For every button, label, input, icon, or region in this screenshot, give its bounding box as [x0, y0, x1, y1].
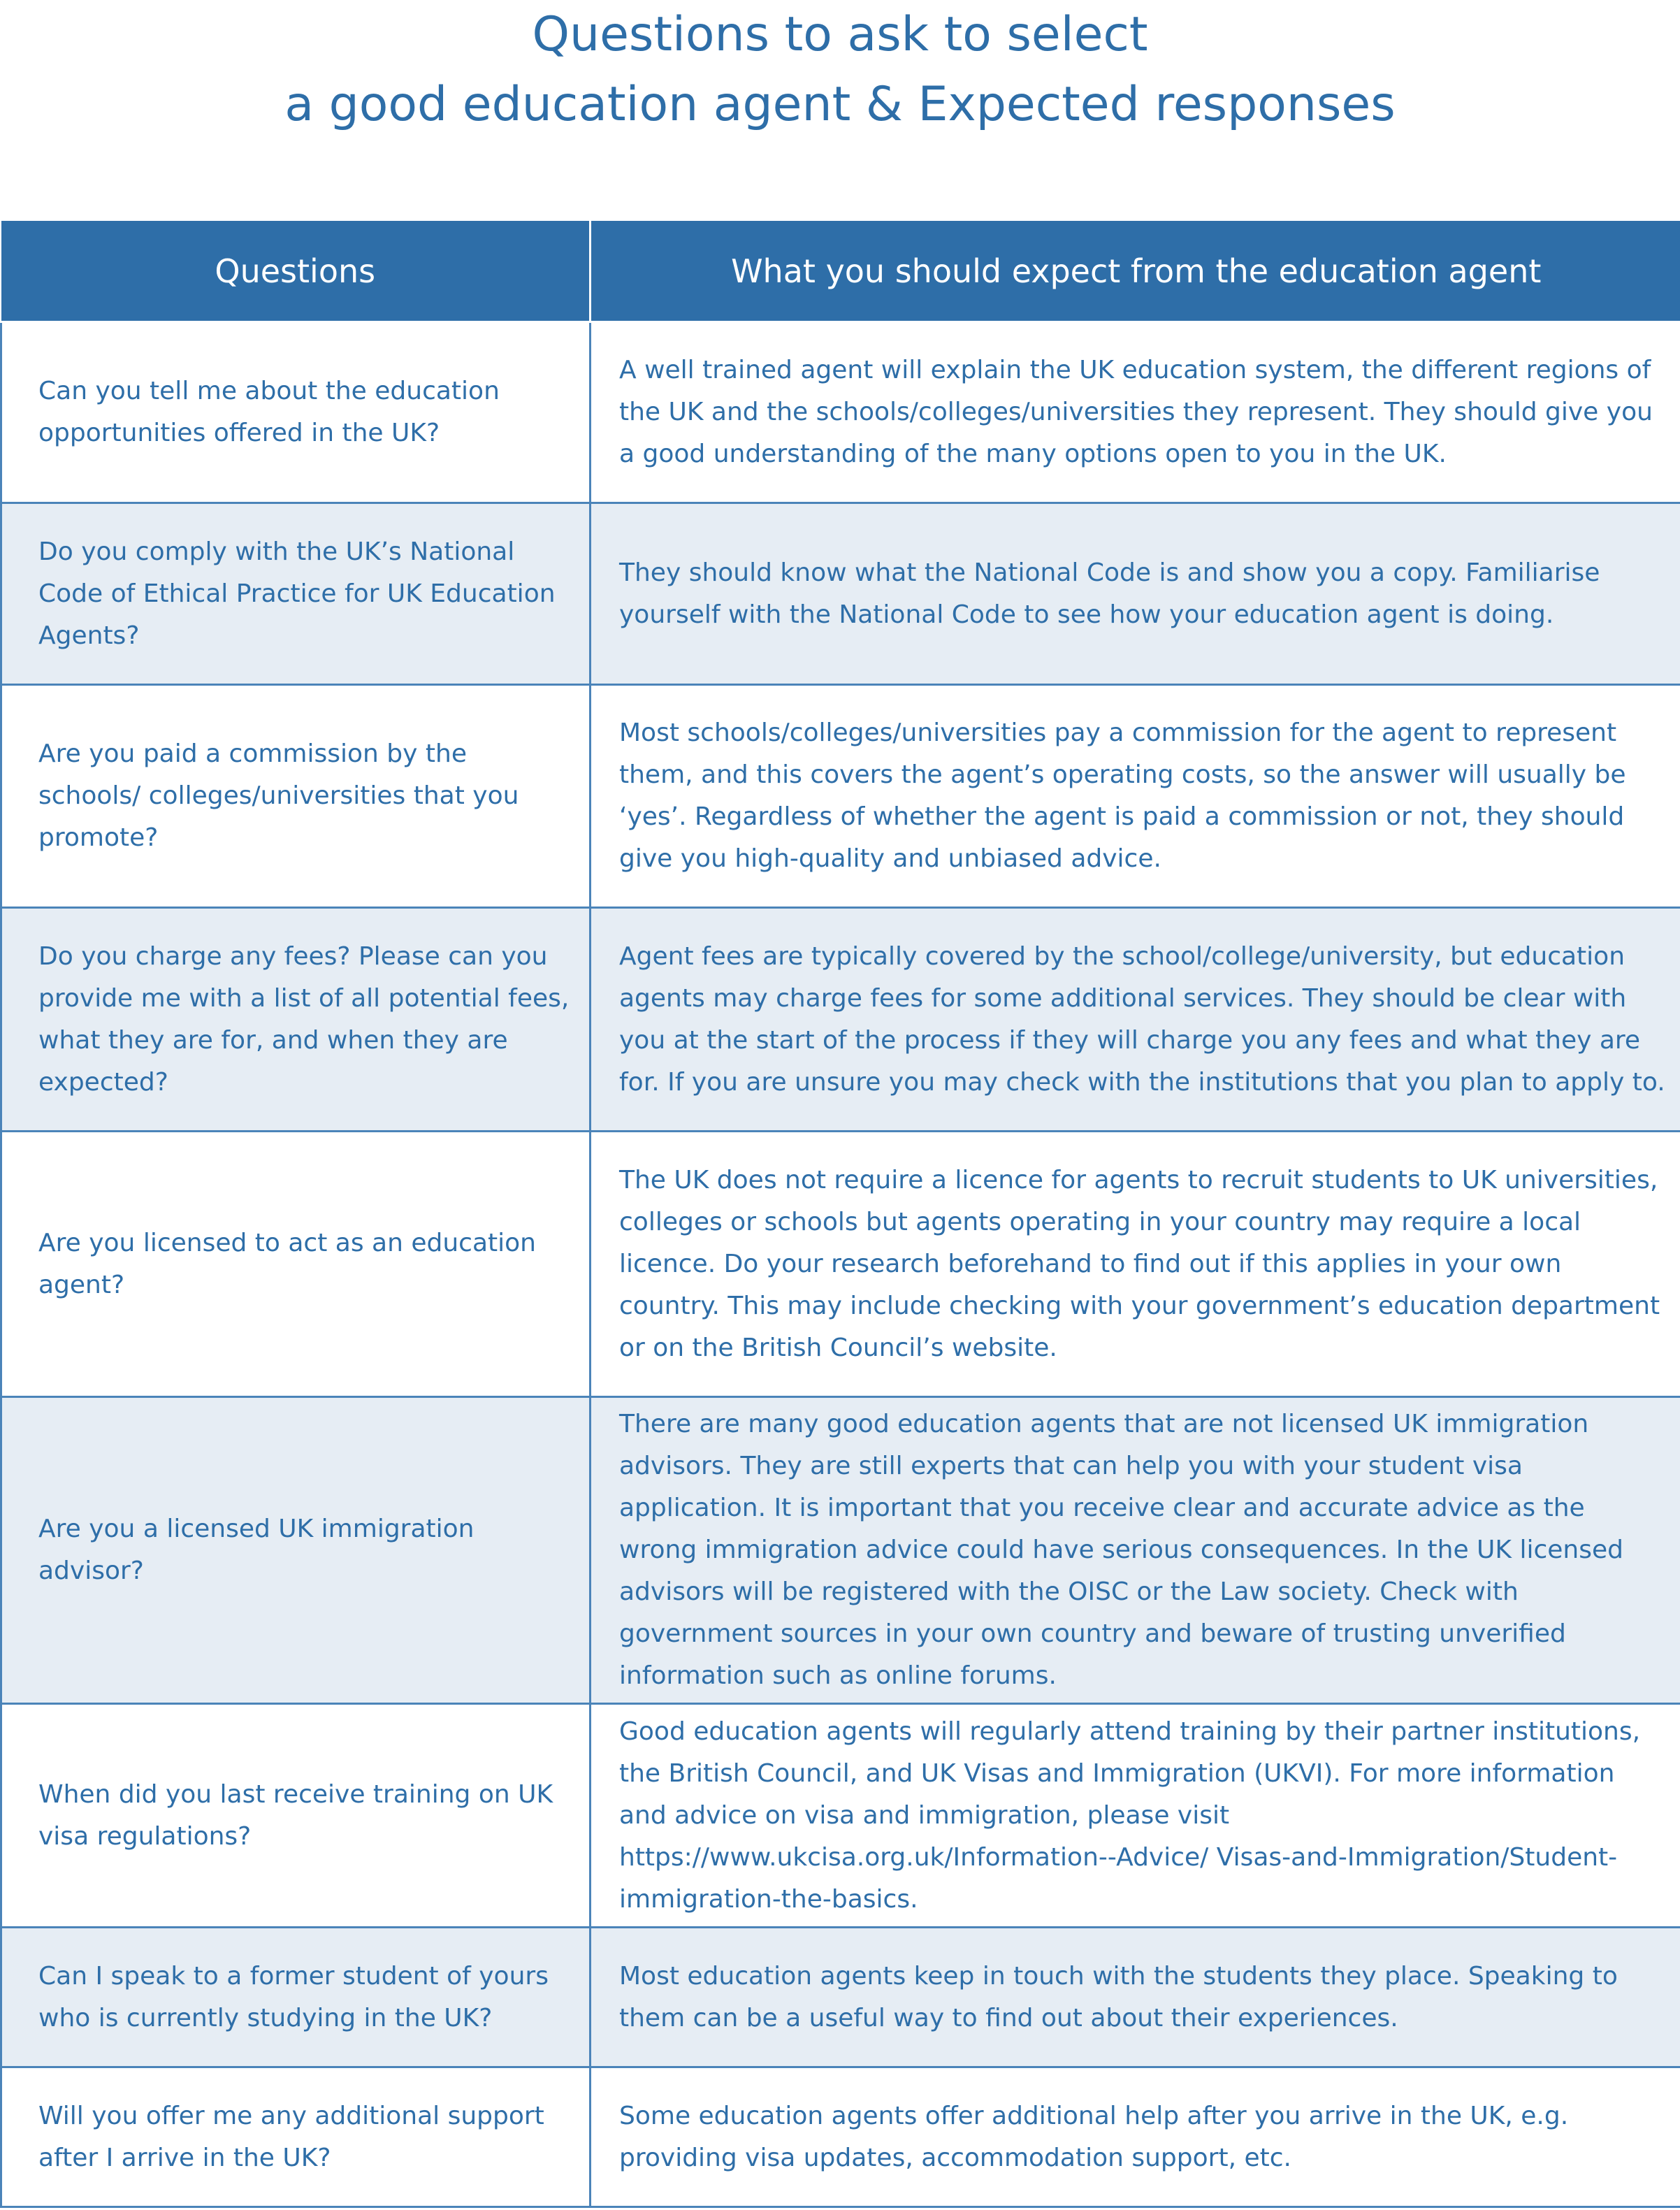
question-cell: Can you tell me about the education opportunities offered in the UK? [1, 322, 591, 503]
table-row [1, 503, 1680, 685]
answer-cell: Most education agents keep in touch with the students they place. Speaking to them can be a useful way to find out about their experiences. [591, 1928, 1680, 2067]
question-cell: Will you offer me any additional support after I arrive in the UK? [1, 2067, 591, 2207]
question-cell: Do you comply with the UK’s National Code of Ethical Practice for UK Education Agents? [1, 503, 591, 685]
title-line-1: Questions to ask to select [532, 7, 1148, 62]
title-line-2: a good education agent & Expected responses [284, 77, 1396, 132]
table-row [1, 1928, 1680, 2067]
answer-cell: They should know what the National Code is and show you a copy. Familiarise yourself with the National Code to see how your education agent is doing. [591, 503, 1680, 685]
header-expected-response: What you should expect from the education agent [591, 221, 1680, 322]
answer-cell: There are many good education agents that are not licensed UK immigration advisors. They are still experts that can help you with your student visa application. It is important that you receive clear and accurate advice as the wrong immigration advice could have serious consequences. In the UK licensed advisors will be registered with the OISC or the Law society. Check with government sources in your own country and beware of trusting unverified information such as online forums. [591, 1397, 1680, 1704]
answer-cell: A well trained agent will explain the UK education system, the different regions of the UK and the schools/colleges/universities they represent. They should give you a good understanding of the many options open to you in the UK. [591, 322, 1680, 503]
table-row [1, 1132, 1680, 1397]
table-row [1, 1397, 1680, 1704]
answer-cell: Agent fees are typically covered by the school/college/university, but education agents may charge fees for some additional services. They should be clear with you at the start of the process if they will charge you any fees and what they are for. If you are unsure you may check with the institutions that you plan to apply to. [591, 908, 1680, 1132]
table-row [1, 322, 1680, 503]
question-cell: Can I speak to a former student of yours who is currently studying in the UK? [1, 1928, 591, 2067]
questions-table [0, 221, 1680, 2208]
answer-cell: The UK does not require a licence for agents to recruit students to UK universities, colleges or schools but agents operating in your country may require a local licence. Do your research beforehand to find out if this applies in your own country. This may include checking with your government’s education department or on the British Council’s website. [591, 1132, 1680, 1397]
answer-cell: Most schools/colleges/universities pay a commission for the agent to represent them, and this covers the agent’s operating costs, so the answer will usually be ‘yes’. Regardless of whether the agent is paid a commission or not, they should give you high-quality and unbiased advice. [591, 685, 1680, 908]
answer-cell: Some education agents offer additional help after you arrive in the UK, e.g. providing visa updates, accommodation support, etc. [591, 2067, 1680, 2207]
question-cell: Are you licensed to act as an education agent? [1, 1132, 591, 1397]
table-row [1, 685, 1680, 908]
table-row [1, 908, 1680, 1132]
question-cell: Do you charge any fees? Please can you provide me with a list of all potential fees, what they are for, and when they are expected? [1, 908, 591, 1132]
question-cell: When did you last receive training on UK visa regulations? [1, 1704, 591, 1928]
table-header-row [1, 221, 1680, 322]
header-questions: Questions [1, 221, 591, 322]
question-cell: Are you paid a commission by the schools/ colleges/universities that you promote? [1, 685, 591, 908]
question-cell: Are you a licensed UK immigration advisor? [1, 1397, 591, 1704]
page-title [0, 0, 1680, 182]
table-row [1, 1704, 1680, 1928]
table-row [1, 2067, 1680, 2207]
answer-cell: Good education agents will regularly attend training by their partner institutions, the British Council, and UK Visas and Immigration (UKVI). For more information and advice on visa and immigration, please visit https://www.ukcisa.org.uk/Information--Advice/ Visas-and-Immigration/Student-immigration-the-basics. [591, 1704, 1680, 1928]
